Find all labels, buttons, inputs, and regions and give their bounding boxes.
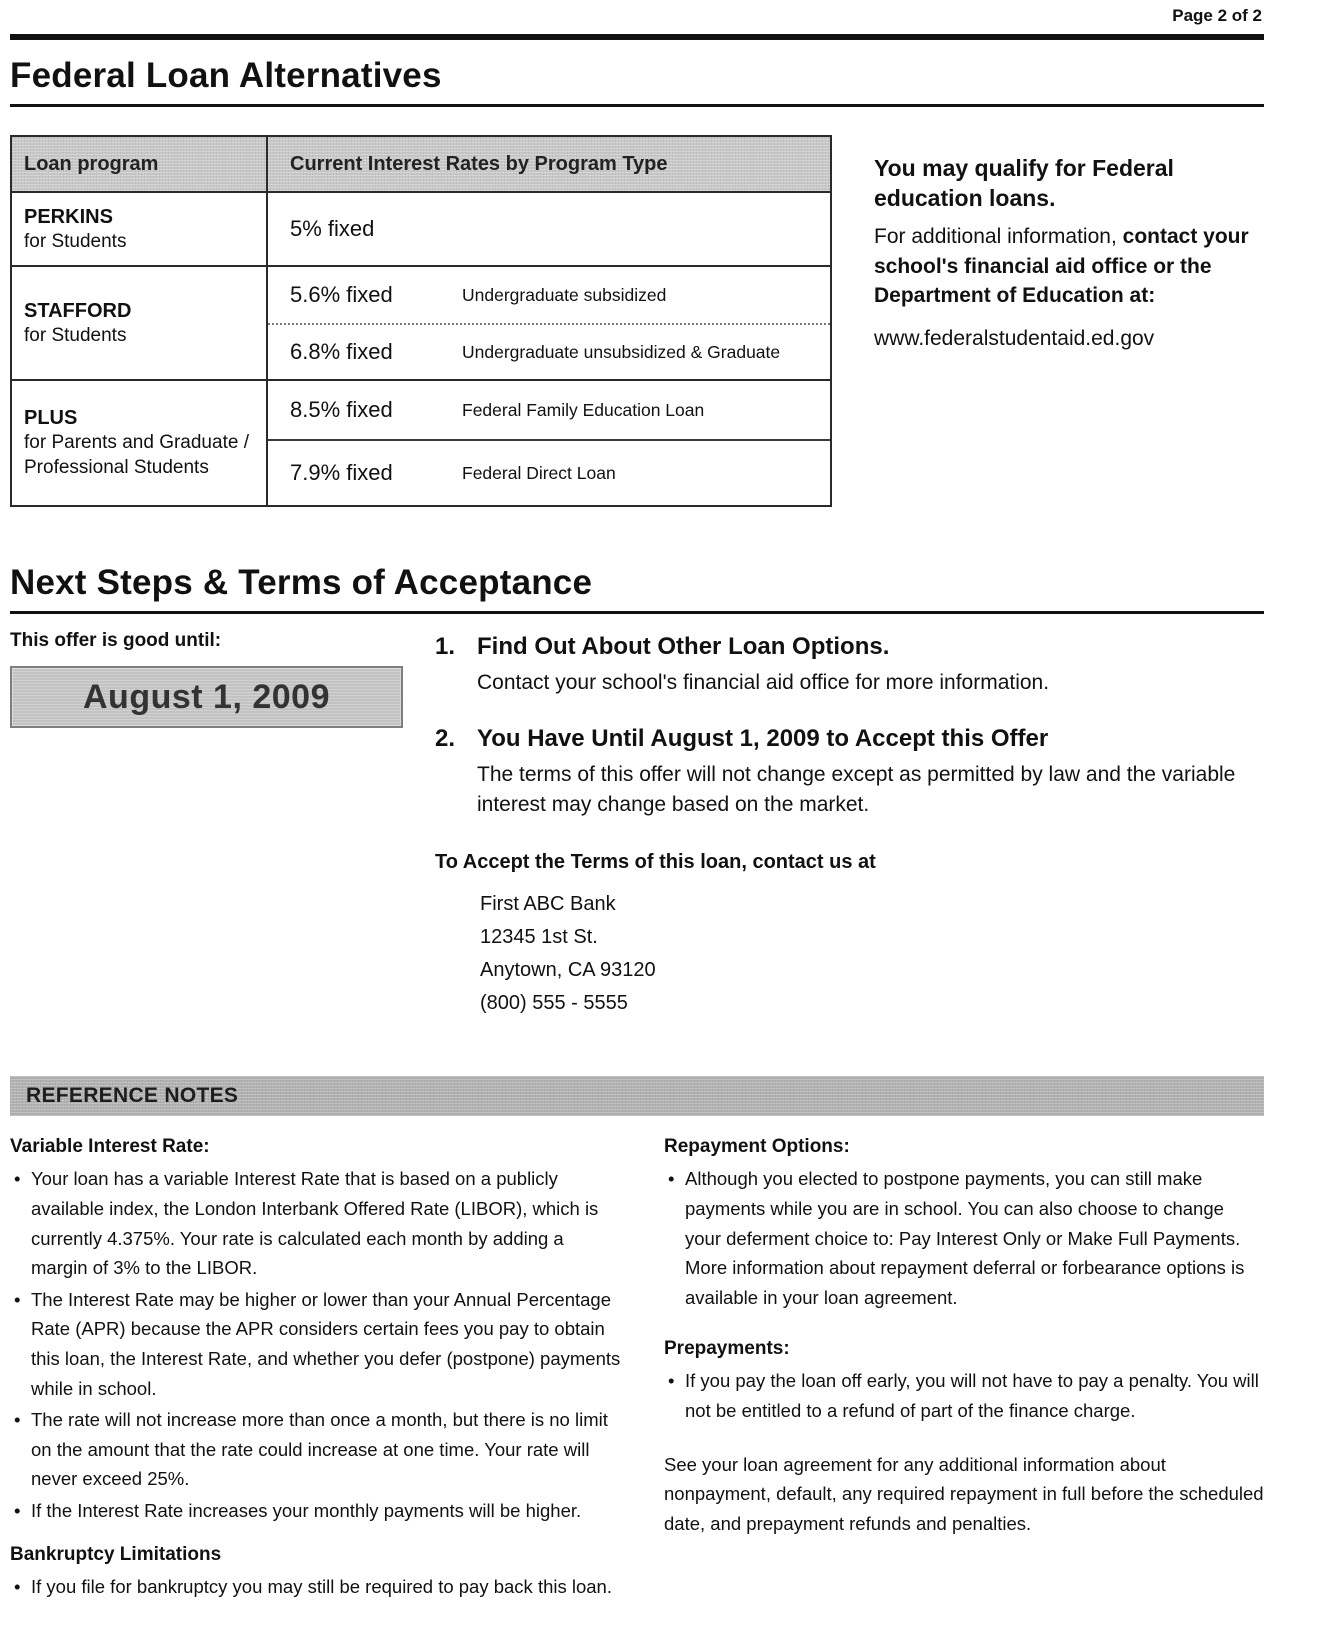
- rate-line: [268, 267, 830, 323]
- rates-cell-perkins: [268, 193, 830, 265]
- table-row-perkins: [12, 193, 830, 267]
- step-heading: Find Out About Other Loan Options.: [477, 633, 890, 660]
- step-1: [435, 632, 1264, 698]
- program-cell-stafford: [12, 267, 268, 379]
- note-bullet: • Although you elected to postpone payments, you can still make payments while you are in school. You can also choose to change your deferment choice to: Pay Interest Only or Make Full Payments. More information about repayment deferral or forbearance options is available in your loan agreement.: [664, 1164, 1264, 1312]
- rate-line: [268, 323, 830, 379]
- lender-contact-block: [480, 888, 1264, 1020]
- reference-notes-banner: REFERENCE NOTES: [10, 1076, 1264, 1116]
- table-row-plus: [12, 381, 830, 505]
- note-heading: Bankruptcy Limitations: [10, 1543, 222, 1565]
- step-body: Contact your school's financial aid office for more information.: [477, 671, 1050, 694]
- program-name: STAFFORD: [24, 299, 132, 322]
- step-2: [435, 724, 1264, 820]
- reference-notes-left-column: [10, 1136, 624, 1619]
- qualify-heading: You may qualify for Federal education loans.: [874, 155, 1174, 212]
- offer-expiry-date-box: August 1, 2009: [10, 666, 403, 728]
- table-header-row: [12, 137, 830, 193]
- rate-value: 7.9% fixed: [290, 460, 393, 485]
- note-bullet: • The Interest Rate may be higher or lower than your Annual Percentage Rate (APR) because the APR considers certain fees you pay to obtain this loan, the Interest Rate, and whether you defer (postpone) payments while in school.: [10, 1285, 624, 1403]
- rates-cell-plus: [268, 381, 830, 505]
- qualify-body-bold: contact your school's financial aid office or the Department of Education at:: [874, 224, 1249, 308]
- note-bullet: • If you file for bankruptcy you may still be required to pay back this loan.: [10, 1572, 624, 1602]
- lender-city-state-zip: Anytown, CA 93120: [480, 959, 656, 982]
- reference-notes-section: [10, 1136, 1264, 1619]
- note-closing-paragraph: See your loan agreement for any additional information about nonpayment, default, any required repayment in full before the scheduled date, and prepayment refunds and penalties.: [664, 1453, 1264, 1534]
- note-bankruptcy-limitations: [10, 1544, 624, 1602]
- note-bullet: • The rate will not increase more than once a month, but there is no limit on the amount that the rate could increase at one time. Your rate will never exceed 25%.: [10, 1405, 624, 1494]
- section-title-loan-alternatives: Federal Loan Alternatives: [10, 56, 442, 95]
- note-variable-interest-rate: [10, 1136, 624, 1525]
- table-header-loan-program: Loan program: [12, 137, 268, 191]
- top-divider: [10, 34, 1264, 40]
- loan-alternatives-title-block: [10, 56, 1264, 107]
- note-bullet: • If you pay the loan off early, you will not have to pay a penalty. You will not be entitled to a refund of part of the finance charge.: [664, 1366, 1264, 1425]
- rate-program-type: Federal Family Education Loan: [462, 399, 705, 420]
- note-bullet: • If the Interest Rate increases your monthly payments will be higher.: [10, 1496, 624, 1526]
- rate-value: 8.5% fixed: [290, 397, 393, 422]
- program-cell-perkins: [12, 193, 268, 265]
- rates-cell-stafford: [268, 267, 830, 379]
- note-heading: Repayment Options:: [664, 1136, 850, 1158]
- note-repayment-options: [664, 1136, 1264, 1312]
- step-number: 1.: [435, 633, 456, 660]
- step-body: The terms of this offer will not change except as permitted by law and the variable interest may change based on the market.: [477, 762, 1236, 816]
- table-row-stafford: [12, 267, 830, 381]
- note-heading: Prepayments:: [664, 1338, 790, 1360]
- title-divider: [10, 611, 1264, 614]
- rate-value: 6.8% fixed: [290, 339, 393, 364]
- step-number: 2.: [435, 724, 456, 752]
- rate-program-type: Federal Direct Loan: [462, 462, 616, 483]
- rate-value: 5% fixed: [290, 216, 375, 241]
- qualify-body-normal: For additional information,: [874, 224, 1123, 248]
- program-audience: for Parents and Graduate / Professional Students: [24, 432, 249, 478]
- next-steps-section: [10, 563, 1264, 1020]
- offer-deadline-block: [10, 630, 405, 728]
- rate-line: [268, 439, 830, 505]
- qualify-body: [874, 222, 1264, 311]
- offer-good-until-label: This offer is good until:: [10, 630, 222, 651]
- accept-terms-label: To Accept the Terms of this loan, contact us at: [435, 851, 876, 874]
- lender-phone: (800) 555 - 5555: [480, 992, 628, 1015]
- step-heading: You Have Until August 1, 2009 to Accept this Offer: [477, 724, 1049, 752]
- rate-program-type: Undergraduate unsubsidized & Graduate: [462, 341, 781, 362]
- reference-notes-right-column: [664, 1136, 1264, 1619]
- loan-alternatives-section: [10, 135, 1264, 507]
- program-name: PLUS: [24, 407, 78, 430]
- title-divider: [10, 104, 1264, 107]
- note-prepayments: [664, 1338, 1264, 1425]
- loan-rates-table: [10, 135, 832, 507]
- program-audience: for Students: [24, 324, 127, 346]
- rate-value: 5.6% fixed: [290, 282, 393, 307]
- steps-list: [435, 630, 1264, 1020]
- table-header-rates: Current Interest Rates by Program Type: [290, 152, 668, 175]
- lender-street: 12345 1st St.: [480, 926, 598, 949]
- section-title-next-steps: Next Steps & Terms of Acceptance: [10, 563, 593, 602]
- program-audience: for Students: [24, 230, 127, 252]
- rate-line: [268, 381, 830, 439]
- program-name: PERKINS: [24, 205, 113, 228]
- page-indicator: Page 2 of 2: [1172, 6, 1262, 25]
- rate-program-type: Undergraduate subsidized: [462, 284, 667, 305]
- federal-loans-qualify-panel: [874, 135, 1264, 351]
- lender-name: First ABC Bank: [480, 893, 616, 916]
- program-cell-plus: [12, 381, 268, 505]
- note-bullet: • Your loan has a variable Interest Rate that is based on a publicly available index, the London Interbank Offered Rate (LIBOR), which is currently 4.375%. Your rate is calculated each month by adding a margin of 3% to the LIBOR.: [10, 1164, 624, 1282]
- note-heading: Variable Interest Rate:: [10, 1136, 210, 1158]
- federal-student-aid-url[interactable]: www.federalstudentaid.ed.gov: [874, 327, 1155, 351]
- rate-line: [268, 193, 830, 265]
